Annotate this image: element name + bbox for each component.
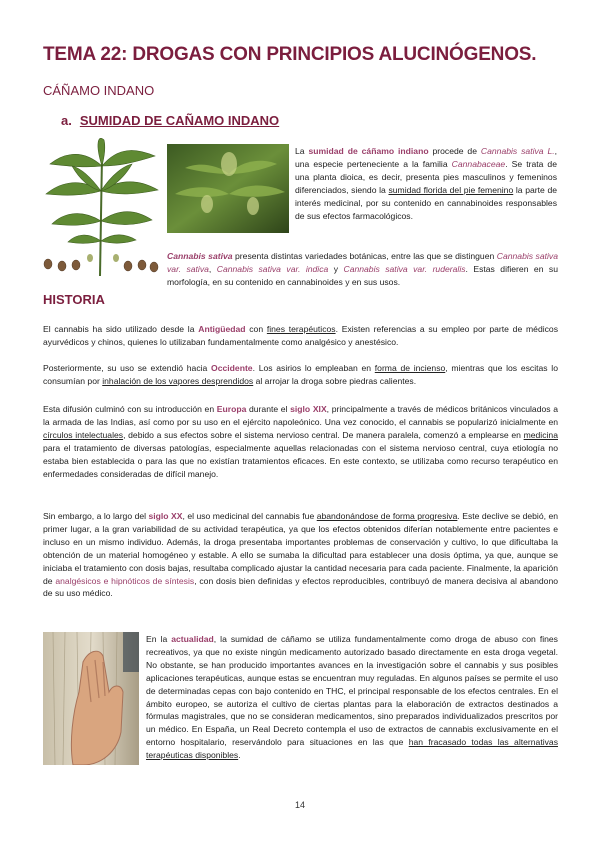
history-heading: HISTORIA bbox=[43, 292, 105, 307]
subsection-heading bbox=[61, 113, 279, 128]
text-run: droga de abuso con fines recreativos bbox=[146, 634, 558, 657]
text-run: . Los bbox=[252, 363, 277, 373]
text-run: al arrojar la droga sobre piedras calientes. bbox=[253, 375, 417, 386]
text-run: procede de bbox=[428, 146, 481, 156]
text-run: . bbox=[396, 336, 399, 347]
text-run: para el tratamiento de diversas patologías, especialmente aquellas relacionadas con el sistema nervioso central, cuya etiología no estaba bien establecida o para las que no existían tratamientos eficaces. En este contexto, se utilizaba como recurso terapéutico en enfermedades consideradas de difícil manejo. bbox=[43, 442, 558, 479]
history-paragraph-1 bbox=[43, 323, 558, 349]
text-run: Sin embargo, a lo largo del bbox=[43, 511, 149, 521]
text-run: Occidente bbox=[211, 363, 253, 373]
text-run: escitas bbox=[520, 363, 548, 373]
varieties-paragraph bbox=[167, 250, 558, 289]
text-run: . bbox=[238, 750, 241, 761]
text-run: La bbox=[295, 146, 309, 156]
page-number: 14 bbox=[294, 800, 305, 810]
text-run: Antigüedad bbox=[198, 324, 246, 334]
cannabis-plant-photo bbox=[167, 144, 289, 233]
intro-paragraph bbox=[295, 145, 557, 222]
text-run: abandonándose de forma progresiva bbox=[316, 511, 458, 521]
text-run: gran variabilidad de su actividad terapéutica bbox=[112, 523, 284, 534]
text-run: siglo XIX bbox=[290, 404, 327, 414]
text-run: Cannabis sativa var. ruderalis bbox=[343, 263, 466, 274]
text-run: , con dosis bien definidas y efectos reproducibles, contribuyó de manera decisiva al abandono de su uso médico. bbox=[43, 575, 558, 599]
text-run: y bbox=[328, 263, 344, 274]
text-run: , debido a sus efectos sobre el sistema nervioso central. De manera paralela, comenzó a emplearse en bbox=[123, 429, 524, 440]
history-paragraph-3 bbox=[43, 403, 558, 480]
text-run: Posteriormente, su uso se extendió hacia bbox=[43, 363, 212, 373]
text-run: Cannabis sativa var. sativa bbox=[167, 251, 559, 274]
subsection-letter: a. bbox=[61, 113, 72, 128]
text-run: durante el bbox=[246, 404, 291, 414]
text-run: . Este declive se debió, en primer lugar, a la bbox=[43, 511, 559, 534]
text-run: con bbox=[245, 324, 267, 334]
text-run: han fracasado todas las alternativas terapéuticas disponibles bbox=[146, 737, 558, 761]
history-paragraph-4 bbox=[43, 510, 558, 600]
text-run: médicos ayurvédicos y chinos bbox=[43, 324, 558, 347]
text-run: , la sumidad de cáñamo se utiliza fundamentalmente como bbox=[213, 634, 455, 644]
history-paragraph-5 bbox=[146, 633, 558, 762]
cannabis-botanical-illustration bbox=[40, 136, 162, 278]
hands-on-plant-photo bbox=[43, 632, 139, 765]
text-run: , lo que dificultaba la obtención de un material homogéneo y estable. A ello se sumaba la bbox=[43, 536, 558, 560]
text-run: fines terapéuticos bbox=[266, 324, 336, 334]
text-run: la parte de interés medicinal, por su contenido en cannabinoides responsables de sus efectos farmacológicos. bbox=[295, 184, 558, 221]
text-run: extractos destinados a fórmulas magistrales bbox=[146, 698, 558, 722]
text-run: asirios bbox=[276, 363, 302, 373]
text-run: forma de incienso bbox=[374, 363, 446, 373]
text-run: , el uso medicinal del cannabis fue bbox=[182, 511, 317, 521]
text-run: medicina bbox=[523, 429, 558, 440]
text-run: médicos británicos bbox=[435, 404, 508, 414]
text-run: . Estas difieren en su morfología, en su contenido en cannabinoides y en sus usos. bbox=[167, 263, 558, 287]
text-run: Cannabis sativa var. indica bbox=[216, 263, 329, 274]
text-run: , ya que, aunque se iniciaba el tratamiento con dosis bajas, resultaba complicado ajustar la cantidad necesaria para cada paciente. Finalmente, la aparición de bbox=[43, 549, 558, 586]
text-run: analgésicos e hipnóticos de síntesis bbox=[55, 575, 195, 586]
text-run: lo empleaban en bbox=[301, 363, 375, 373]
text-run: dioica bbox=[340, 171, 363, 182]
subsection-label: SUMIDAD DE CAÑAMO INDANO bbox=[79, 113, 280, 128]
text-run: actualidad bbox=[171, 634, 214, 644]
text-run: , así como por su uso en el bbox=[133, 416, 243, 427]
text-run: círculos intelectuales bbox=[43, 429, 124, 440]
text-run: para establecer una bbox=[346, 549, 431, 560]
text-run: Indias bbox=[110, 416, 134, 427]
text-run: dificultad bbox=[312, 549, 347, 560]
text-run: ejército napoleónico bbox=[242, 416, 320, 427]
text-run: Cannabis sativa L. bbox=[480, 146, 555, 156]
text-run: En la bbox=[146, 634, 172, 644]
history-paragraph-2 bbox=[43, 362, 558, 388]
text-run: , principalmente a través de bbox=[326, 404, 436, 414]
text-run: vinculados a la armada de las bbox=[43, 404, 558, 427]
text-run: sumidad florida del pie femenino bbox=[388, 184, 514, 195]
text-run: , es decir, presenta pies masculinos y femeninos diferenciados, siendo la bbox=[295, 171, 558, 195]
text-run: , que no se consideran medicamentos, sino preparados individualizados prescritos por un médico. En España, un Real Decreto contempla el uso de extractos de cannabis exclusivamente en el entorno hospitalario, reservándolo para situaciones en las que bbox=[146, 711, 558, 748]
text-run: Cannabis sativa bbox=[167, 251, 233, 261]
text-run: , ya que no existe ningún medicamento autorizado basado directamente en esta droga vegetal. No obstante, se han producido importantes avances en la investigación sobre el cannabis y sus posibles aplicaciones terapéuticas, aunque estas se encuentran muy reguladas. En algunos países se permite el uso de determinadas cepas con bajo contenido en THC, el principal responsable de los efectos centrales. En el ámbito europeo, se autoriza el cultivo de ciertas plantas para la elaboración de bbox=[146, 646, 558, 709]
text-run: inhalación de los vapores desprendidos bbox=[102, 375, 254, 386]
text-run: El cannabis ha sido utilizado desde la bbox=[43, 324, 199, 334]
text-run: analgésico y anestésico bbox=[304, 336, 397, 347]
text-run: dosis óptima bbox=[430, 549, 480, 560]
text-run: . Existen referencias a su empleo por parte de bbox=[335, 324, 526, 334]
text-run: , una especie perteneciente a la familia bbox=[295, 146, 558, 169]
text-run: , bbox=[208, 263, 217, 274]
text-run: presenta distintas variedades botánicas, entre las que se distinguen bbox=[232, 251, 497, 261]
text-run: sumidad de cáñamo indiano bbox=[308, 146, 429, 156]
text-run: . Una vez conocido, el cannabis se popularizó inicialmente en bbox=[319, 416, 559, 427]
text-run: , quienes lo utilizaban fundamentalmente como bbox=[122, 336, 305, 347]
text-run: siglo XX bbox=[148, 511, 183, 521]
section-heading: CÁÑAMO INDANO bbox=[43, 83, 155, 98]
text-run: problemas de conservación y cultivo bbox=[333, 536, 476, 547]
text-run: . Se trata de una planta bbox=[295, 158, 557, 182]
text-run: , mientras que los bbox=[445, 363, 521, 373]
text-run: Esta difusión culminó con su introducción en bbox=[43, 404, 217, 414]
text-run: , ya que los efectos obtenidos diferían notablemente entre pacientes e incluso en un mismo individuo. Además, la droga presentaba importantes bbox=[43, 523, 558, 547]
page-title: TEMA 22: DROGAS CON PRINCIPIOS ALUCINÓGENOS. bbox=[43, 44, 537, 65]
text-run: Cannabaceae bbox=[451, 158, 506, 169]
text-run: Europa bbox=[216, 404, 247, 414]
text-run: lo consumían por bbox=[43, 363, 558, 386]
